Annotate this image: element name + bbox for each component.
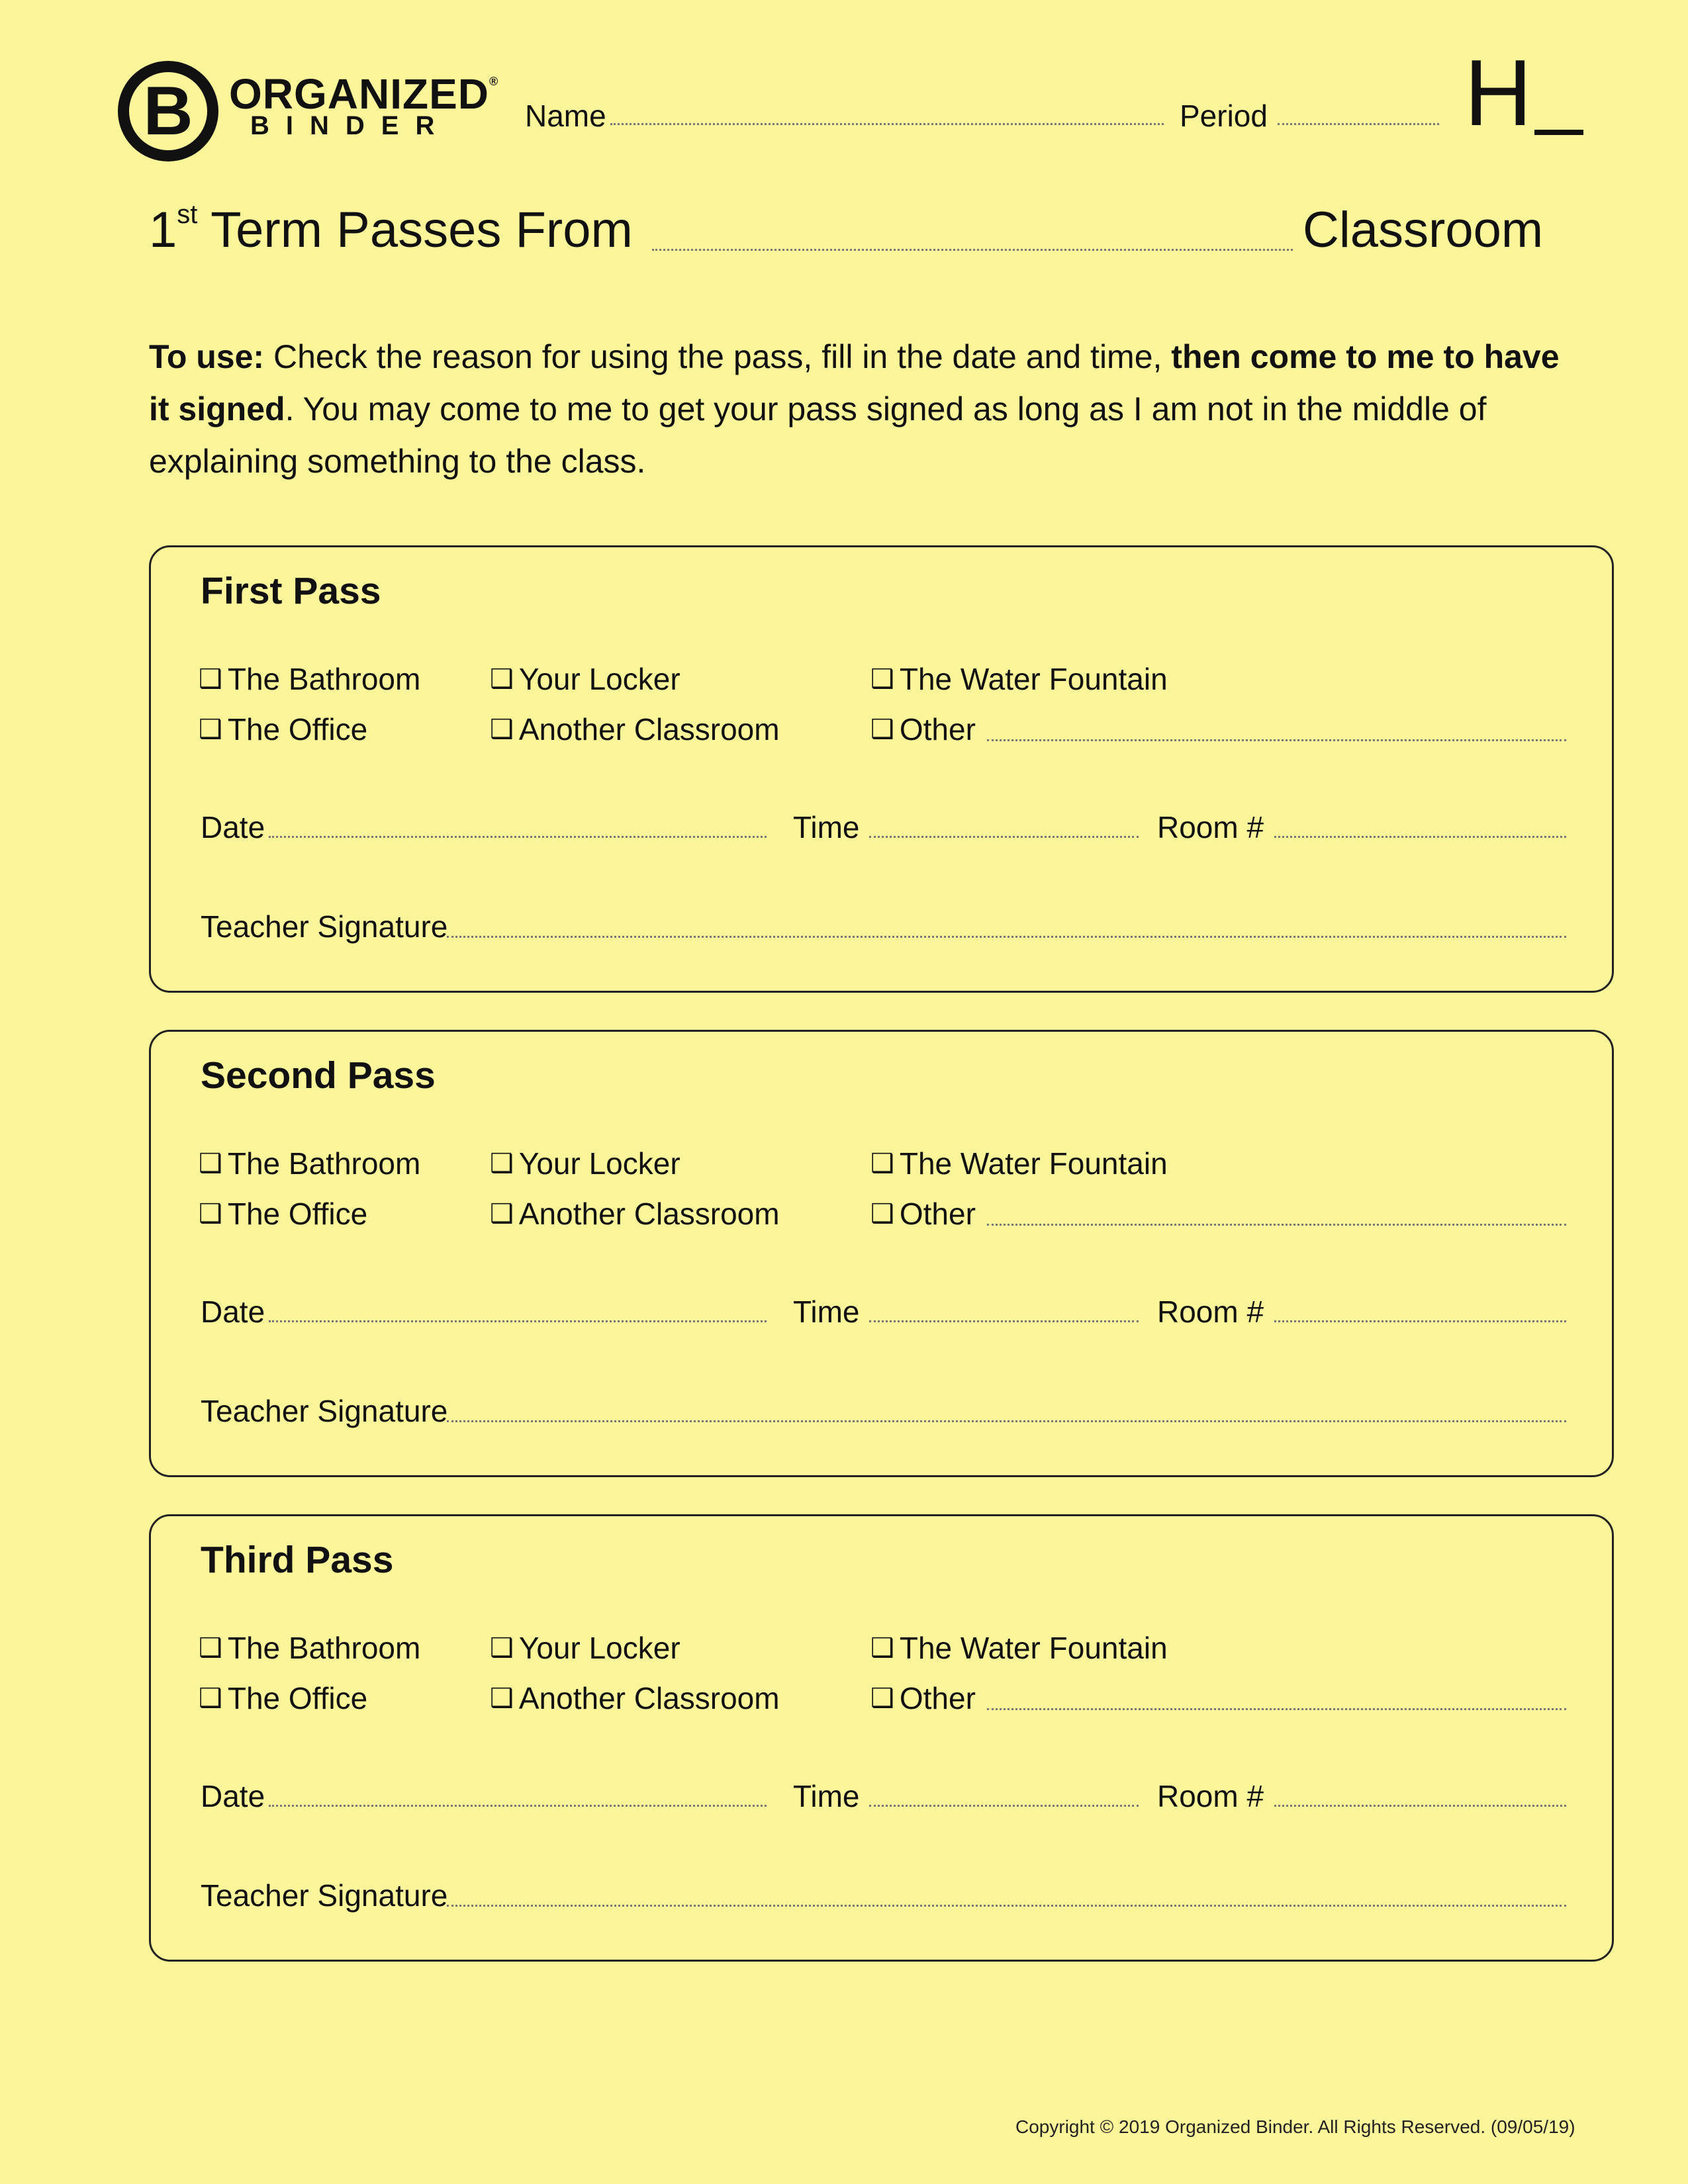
option-office[interactable]: ❑ The Office xyxy=(199,1681,368,1715)
checkbox-icon[interactable]: ❑ xyxy=(870,1684,894,1713)
date-label: Date xyxy=(201,1779,265,1813)
checkbox-icon[interactable]: ❑ xyxy=(490,1199,514,1228)
classroom-field[interactable] xyxy=(652,249,1293,251)
checkbox-icon[interactable]: ❑ xyxy=(490,715,514,744)
room-field[interactable] xyxy=(1274,836,1566,838)
option-other[interactable]: ❑ Other xyxy=(870,1197,976,1231)
title-suffix: Classroom xyxy=(1303,202,1544,258)
name-field[interactable] xyxy=(610,123,1164,125)
checkbox-icon[interactable]: ❑ xyxy=(199,664,222,694)
option-other[interactable]: ❑ Other xyxy=(870,712,976,747)
option-bathroom[interactable]: ❑ The Bathroom xyxy=(199,662,421,696)
pass-title: First Pass xyxy=(201,570,381,612)
signature-field[interactable] xyxy=(447,936,1566,938)
period-label: Period xyxy=(1180,99,1268,133)
copyright-notice: Copyright © 2019 Organized Binder. All Rights Reserved. (09/05/19) xyxy=(1015,2116,1575,2137)
pass-title: Third Pass xyxy=(201,1539,394,1581)
option-bathroom[interactable]: ❑ The Bathroom xyxy=(199,1631,421,1665)
option-office[interactable]: ❑ The Office xyxy=(199,1197,368,1231)
option-locker[interactable]: ❑ Your Locker xyxy=(490,1631,680,1665)
time-label: Time xyxy=(793,1779,860,1813)
option-fountain[interactable]: ❑ The Water Fountain xyxy=(870,1146,1168,1181)
room-label: Room # xyxy=(1157,1779,1264,1813)
checkbox-icon[interactable]: ❑ xyxy=(870,1149,894,1178)
signature-field[interactable] xyxy=(447,1420,1566,1422)
instructions: To use: Check the reason for using the pass, fill in the date and time, then come to me to have it signed. You may come to me to get your pass signed as long as I am not in the middle of explaining something to the class. xyxy=(149,338,1560,480)
option-fountain[interactable]: ❑ The Water Fountain xyxy=(870,1631,1168,1665)
option-locker[interactable]: ❑ Your Locker xyxy=(490,1146,680,1181)
page-title: 1st Term Passes From xyxy=(149,199,633,258)
checkbox-icon[interactable]: ❑ xyxy=(490,664,514,694)
logo-letter: B xyxy=(143,73,193,150)
logo-bottom-text: BINDER xyxy=(250,111,451,140)
checkbox-icon[interactable]: ❑ xyxy=(870,1633,894,1662)
checkbox-icon[interactable]: ❑ xyxy=(199,715,222,744)
room-field[interactable] xyxy=(1274,1805,1566,1807)
option-locker[interactable]: ❑ Your Locker xyxy=(490,662,680,696)
pass-card-third xyxy=(149,1514,1614,1962)
date-field[interactable] xyxy=(269,1805,767,1807)
signature-label: Teacher Signature xyxy=(201,1878,448,1913)
period-field[interactable] xyxy=(1278,123,1439,125)
binder-code: H xyxy=(1464,40,1532,146)
binder-code-underline xyxy=(1534,130,1583,135)
checkbox-icon[interactable]: ❑ xyxy=(870,1199,894,1228)
room-label: Room # xyxy=(1157,810,1264,844)
option-classroom[interactable]: ❑ Another Classroom xyxy=(490,1197,780,1231)
pass-card-first xyxy=(149,545,1614,993)
signature-field[interactable] xyxy=(447,1905,1566,1907)
checkbox-icon[interactable]: ❑ xyxy=(490,1149,514,1178)
checkbox-icon[interactable]: ❑ xyxy=(199,1149,222,1178)
checkbox-icon[interactable]: ❑ xyxy=(490,1633,514,1662)
checkbox-icon[interactable]: ❑ xyxy=(199,1633,222,1662)
time-label: Time xyxy=(793,810,860,844)
name-label: Name xyxy=(525,99,606,133)
option-bathroom[interactable]: ❑ The Bathroom xyxy=(199,1146,421,1181)
checkbox-icon[interactable]: ❑ xyxy=(870,715,894,744)
signature-label: Teacher Signature xyxy=(201,1394,448,1428)
other-field[interactable] xyxy=(987,1708,1566,1710)
pass-card-second xyxy=(149,1030,1614,1477)
checkbox-icon[interactable]: ❑ xyxy=(490,1684,514,1713)
option-fountain[interactable]: ❑ The Water Fountain xyxy=(870,662,1168,696)
time-field[interactable] xyxy=(869,836,1139,838)
other-field[interactable] xyxy=(987,739,1566,741)
room-label: Room # xyxy=(1157,1295,1264,1329)
pass-title: Second Pass xyxy=(201,1054,436,1097)
date-field[interactable] xyxy=(269,836,767,838)
option-other[interactable]: ❑ Other xyxy=(870,1681,976,1715)
logo-top-text: ORGANIZED® xyxy=(229,70,499,118)
other-field[interactable] xyxy=(987,1224,1566,1226)
signature-label: Teacher Signature xyxy=(201,909,448,944)
checkbox-icon[interactable]: ❑ xyxy=(199,1684,222,1713)
checkbox-icon[interactable]: ❑ xyxy=(199,1199,222,1228)
option-classroom[interactable]: ❑ Another Classroom xyxy=(490,712,780,747)
logo-mark xyxy=(118,61,218,161)
option-classroom[interactable]: ❑ Another Classroom xyxy=(490,1681,780,1715)
time-label: Time xyxy=(793,1295,860,1329)
option-office[interactable]: ❑ The Office xyxy=(199,712,368,747)
time-field[interactable] xyxy=(869,1805,1139,1807)
date-field[interactable] xyxy=(269,1320,767,1322)
checkbox-icon[interactable]: ❑ xyxy=(870,664,894,694)
room-field[interactable] xyxy=(1274,1320,1566,1322)
date-label: Date xyxy=(201,1295,265,1329)
time-field[interactable] xyxy=(869,1320,1139,1322)
date-label: Date xyxy=(201,810,265,844)
